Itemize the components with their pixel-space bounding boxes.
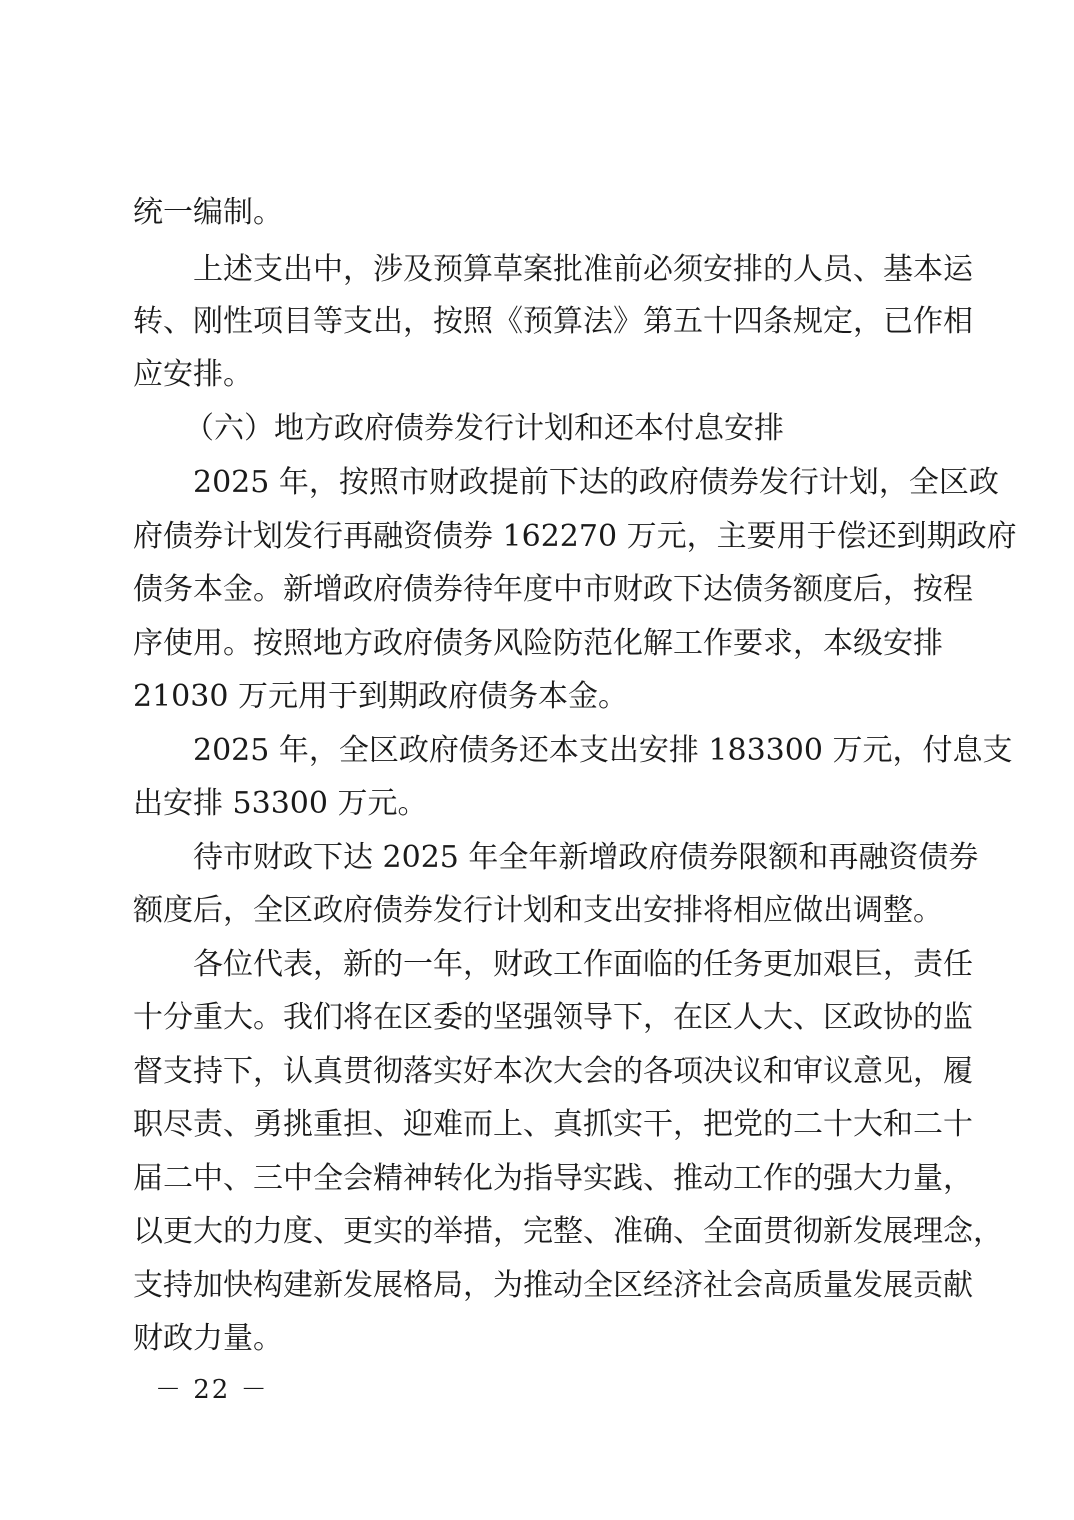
text-line: 债务本金。新增政府债券待年度中市财政下达债务额度后，按程 (133, 572, 973, 607)
page-number: － 22 － (155, 1375, 269, 1405)
text-line: 序使用。按照地方政府债务风险防范化解工作要求，本级安排 (133, 626, 943, 661)
text-line: 额度后，全区政府债券发行计划和支出安排将相应做出调整。 (133, 893, 943, 928)
text-line: 出安排 53300 万元。 (133, 786, 428, 821)
text-line: 2025 年，全区政府债务还本支出安排 183300 万元，付息支 (193, 733, 1013, 768)
text-line: 上述支出中，涉及预算草案批准前必须安排的人员、基本运 (193, 252, 973, 287)
section-heading: （六）地方政府债券发行计划和还本付息安排 (184, 411, 784, 446)
text-line: 21030 万元用于到期政府债务本金。 (133, 679, 628, 714)
text-line: 2025 年，按照市财政提前下达的政府债券发行计划，全区政 (193, 465, 999, 500)
text-line: 以更大的力度、更实的举措，完整、准确、全面贯彻新发展理念， (133, 1214, 1003, 1249)
text-line: 届二中、三中全会精神转化为指导实践、推动工作的强大力量， (133, 1161, 973, 1196)
text-line: 应安排。 (133, 357, 253, 392)
text-line: 财政力量。 (133, 1321, 283, 1356)
text-line: 待市财政下达 2025 年全年新增政府债券限额和再融资债券 (193, 840, 979, 875)
text-line: 职尽责、勇挑重担、迎难而上、真抓实干，把党的二十大和二十 (133, 1107, 973, 1142)
text-line: 府债券计划发行再融资债券 162270 万元，主要用于偿还到期政府 (133, 519, 1017, 554)
text-line: 各位代表，新的一年，财政工作面临的任务更加艰巨，责任 (193, 947, 973, 982)
text-line: 十分重大。我们将在区委的坚强领导下，在区人大、区政协的监 (133, 1000, 973, 1035)
text-line: 支持加快构建新发展格局，为推动全区经济社会高质量发展贡献 (133, 1268, 973, 1303)
text-line: 督支持下，认真贯彻落实好本次大会的各项决议和审议意见，履 (133, 1054, 973, 1089)
text-line: 转、刚性项目等支出，按照《预算法》第五十四条规定，已作相 (133, 304, 973, 339)
text-line: 统一编制。 (133, 195, 283, 230)
